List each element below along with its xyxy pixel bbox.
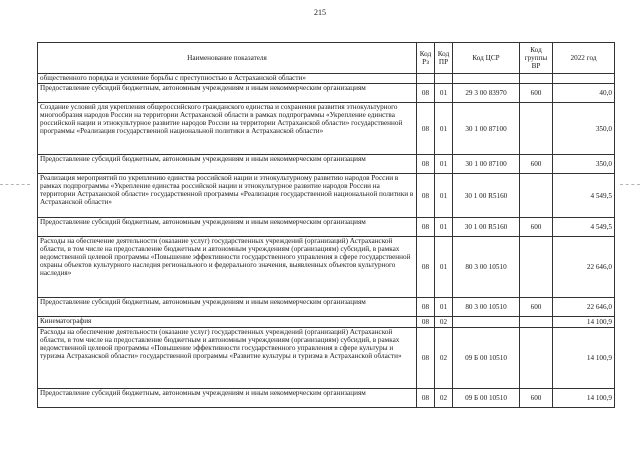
row-rz: 08 <box>417 174 435 218</box>
row-csr: 80 3 00 10510 <box>453 298 520 317</box>
header-rz: Код Рз <box>417 43 435 74</box>
row-rz: 08 <box>417 328 435 389</box>
header-pr: Код ПР <box>435 43 453 74</box>
row-amount: 350,0 <box>553 103 615 155</box>
row-pr: 01 <box>435 103 453 155</box>
row-rz: 08 <box>417 389 435 408</box>
row-rz: 08 <box>417 317 435 328</box>
header-name: Наименование показателя <box>38 43 417 74</box>
row-amount: 22 646,0 <box>553 237 615 298</box>
row-name: Предоставление субсидий бюджетным, автономным учреждениям и иным некоммерческим организациям <box>38 84 417 103</box>
table-row <box>38 174 615 218</box>
table-row <box>38 328 615 389</box>
row-name: общественного порядка и усиление борьбы с преступностью в Астраханской области» <box>38 74 417 84</box>
row-pr: 01 <box>435 218 453 237</box>
header-vr: Код группы ВР <box>520 43 553 74</box>
row-name: Предоставление субсидий бюджетным, автономным учреждениям и иным некоммерческим организациям <box>38 155 417 174</box>
table-row <box>38 155 615 174</box>
row-rz: 08 <box>417 103 435 155</box>
table-row <box>38 74 615 84</box>
row-amount: 4 549,5 <box>553 218 615 237</box>
row-pr: 01 <box>435 174 453 218</box>
row-csr <box>453 317 520 328</box>
row-name: Создание условий для укрепления общероссийского гражданского единства и сохранения развития этнокультурного многообразия народов России на территории Астраханской области в рамках подпрограммы «Укрепление единства российской нации и этнокультурное развитие народов России на территории Астраханской области» государственной программы «Реализация государственной национальной политики в Астраханской области» <box>38 103 417 155</box>
row-vr <box>520 74 553 84</box>
row-amount: 22 646,0 <box>553 298 615 317</box>
row-rz: 08 <box>417 155 435 174</box>
row-vr: 600 <box>520 389 553 408</box>
row-amount: 4 549,5 <box>553 174 615 218</box>
row-name: Расходы на обеспечение деятельности (оказание услуг) государственных учреждений (организаций) Астраханской области, в том числе на предоставление бюджетным и автономным учреждениям (организациям) субсидий, в рамках ведомственной целевой программы «Повышение эффективности государственного управления в сфере культуры и туризма Астраханской области» государственной программы «Развитие культуры и туризма в Астраханской области» <box>38 328 417 389</box>
row-csr: 30 1 00 87100 <box>453 103 520 155</box>
table-row <box>38 237 615 298</box>
row-csr: 09 Б 00 10510 <box>453 328 520 389</box>
row-amount: 40,0 <box>553 84 615 103</box>
row-csr: 30 1 00 R5160 <box>453 174 520 218</box>
page-number: 215 <box>314 8 326 17</box>
budget-table-container <box>37 42 614 408</box>
header-year: 2022 год <box>553 43 615 74</box>
header-csr: Код ЦСР <box>453 43 520 74</box>
row-rz: 08 <box>417 298 435 317</box>
row-pr: 01 <box>435 237 453 298</box>
table-row <box>38 218 615 237</box>
row-vr: 600 <box>520 84 553 103</box>
row-vr: 600 <box>520 298 553 317</box>
row-amount <box>553 74 615 84</box>
row-csr: 30 1 00 R5160 <box>453 218 520 237</box>
row-pr: 01 <box>435 155 453 174</box>
row-amount: 14 100,9 <box>553 389 615 408</box>
budget-table <box>37 42 615 408</box>
row-name: Предоставление субсидий бюджетным, автономным учреждениям и иным некоммерческим организациям <box>38 218 417 237</box>
row-vr <box>520 237 553 298</box>
row-name: Предоставление субсидий бюджетным, автономным учреждениям и иным некоммерческим организациям <box>38 298 417 317</box>
row-rz: 08 <box>417 218 435 237</box>
row-csr: 30 1 00 87100 <box>453 155 520 174</box>
table-row <box>38 84 615 103</box>
row-pr: 01 <box>435 298 453 317</box>
row-pr: 01 <box>435 84 453 103</box>
row-rz: 08 <box>417 84 435 103</box>
row-rz <box>417 74 435 84</box>
row-vr <box>520 174 553 218</box>
row-name: Расходы на обеспечение деятельности (оказание услуг) государственных учреждений (организаций) Астраханской области, в том числе на предоставление бюджетным и автономным учреждениям (организациям) субсидий, в рамках ведомственной целевой программы «Повышение эффективности государственного управления в сфере государственной охраны объектов культурного наследия регионального и федерального значения, выявленных объектов культурного наследия» <box>38 237 417 298</box>
table-row <box>38 317 615 328</box>
row-vr: 600 <box>520 218 553 237</box>
row-vr: 600 <box>520 155 553 174</box>
row-pr: 02 <box>435 389 453 408</box>
row-csr: 29 3 00 83970 <box>453 84 520 103</box>
row-rz: 08 <box>417 237 435 298</box>
table-row <box>38 298 615 317</box>
row-vr <box>520 103 553 155</box>
row-name: Реализация мероприятий по укреплению единства российской нации и этнокультурному развитию народов России в рамках подпрограммы «Укрепление единства российской нации и этнокультурное развитие народов России на территории Астраханской области» государственной программы «Реализация государственной национальной политики в Астраханской области» <box>38 174 417 218</box>
margin-mark <box>0 184 30 185</box>
row-pr <box>435 74 453 84</box>
row-amount: 14 100,9 <box>553 328 615 389</box>
row-csr: 80 3 00 10510 <box>453 237 520 298</box>
row-pr: 02 <box>435 328 453 389</box>
row-vr <box>520 328 553 389</box>
margin-mark <box>620 184 640 185</box>
row-amount: 350,0 <box>553 155 615 174</box>
table-row <box>38 103 615 155</box>
row-pr: 02 <box>435 317 453 328</box>
row-vr <box>520 317 553 328</box>
row-csr <box>453 74 520 84</box>
table-row <box>38 389 615 408</box>
row-name: Кинематография <box>38 317 417 328</box>
row-name: Предоставление субсидий бюджетным, автономным учреждениям и иным некоммерческим организациям <box>38 389 417 408</box>
row-amount: 14 100,9 <box>553 317 615 328</box>
row-csr: 09 Б 00 10510 <box>453 389 520 408</box>
header-row <box>38 43 615 74</box>
